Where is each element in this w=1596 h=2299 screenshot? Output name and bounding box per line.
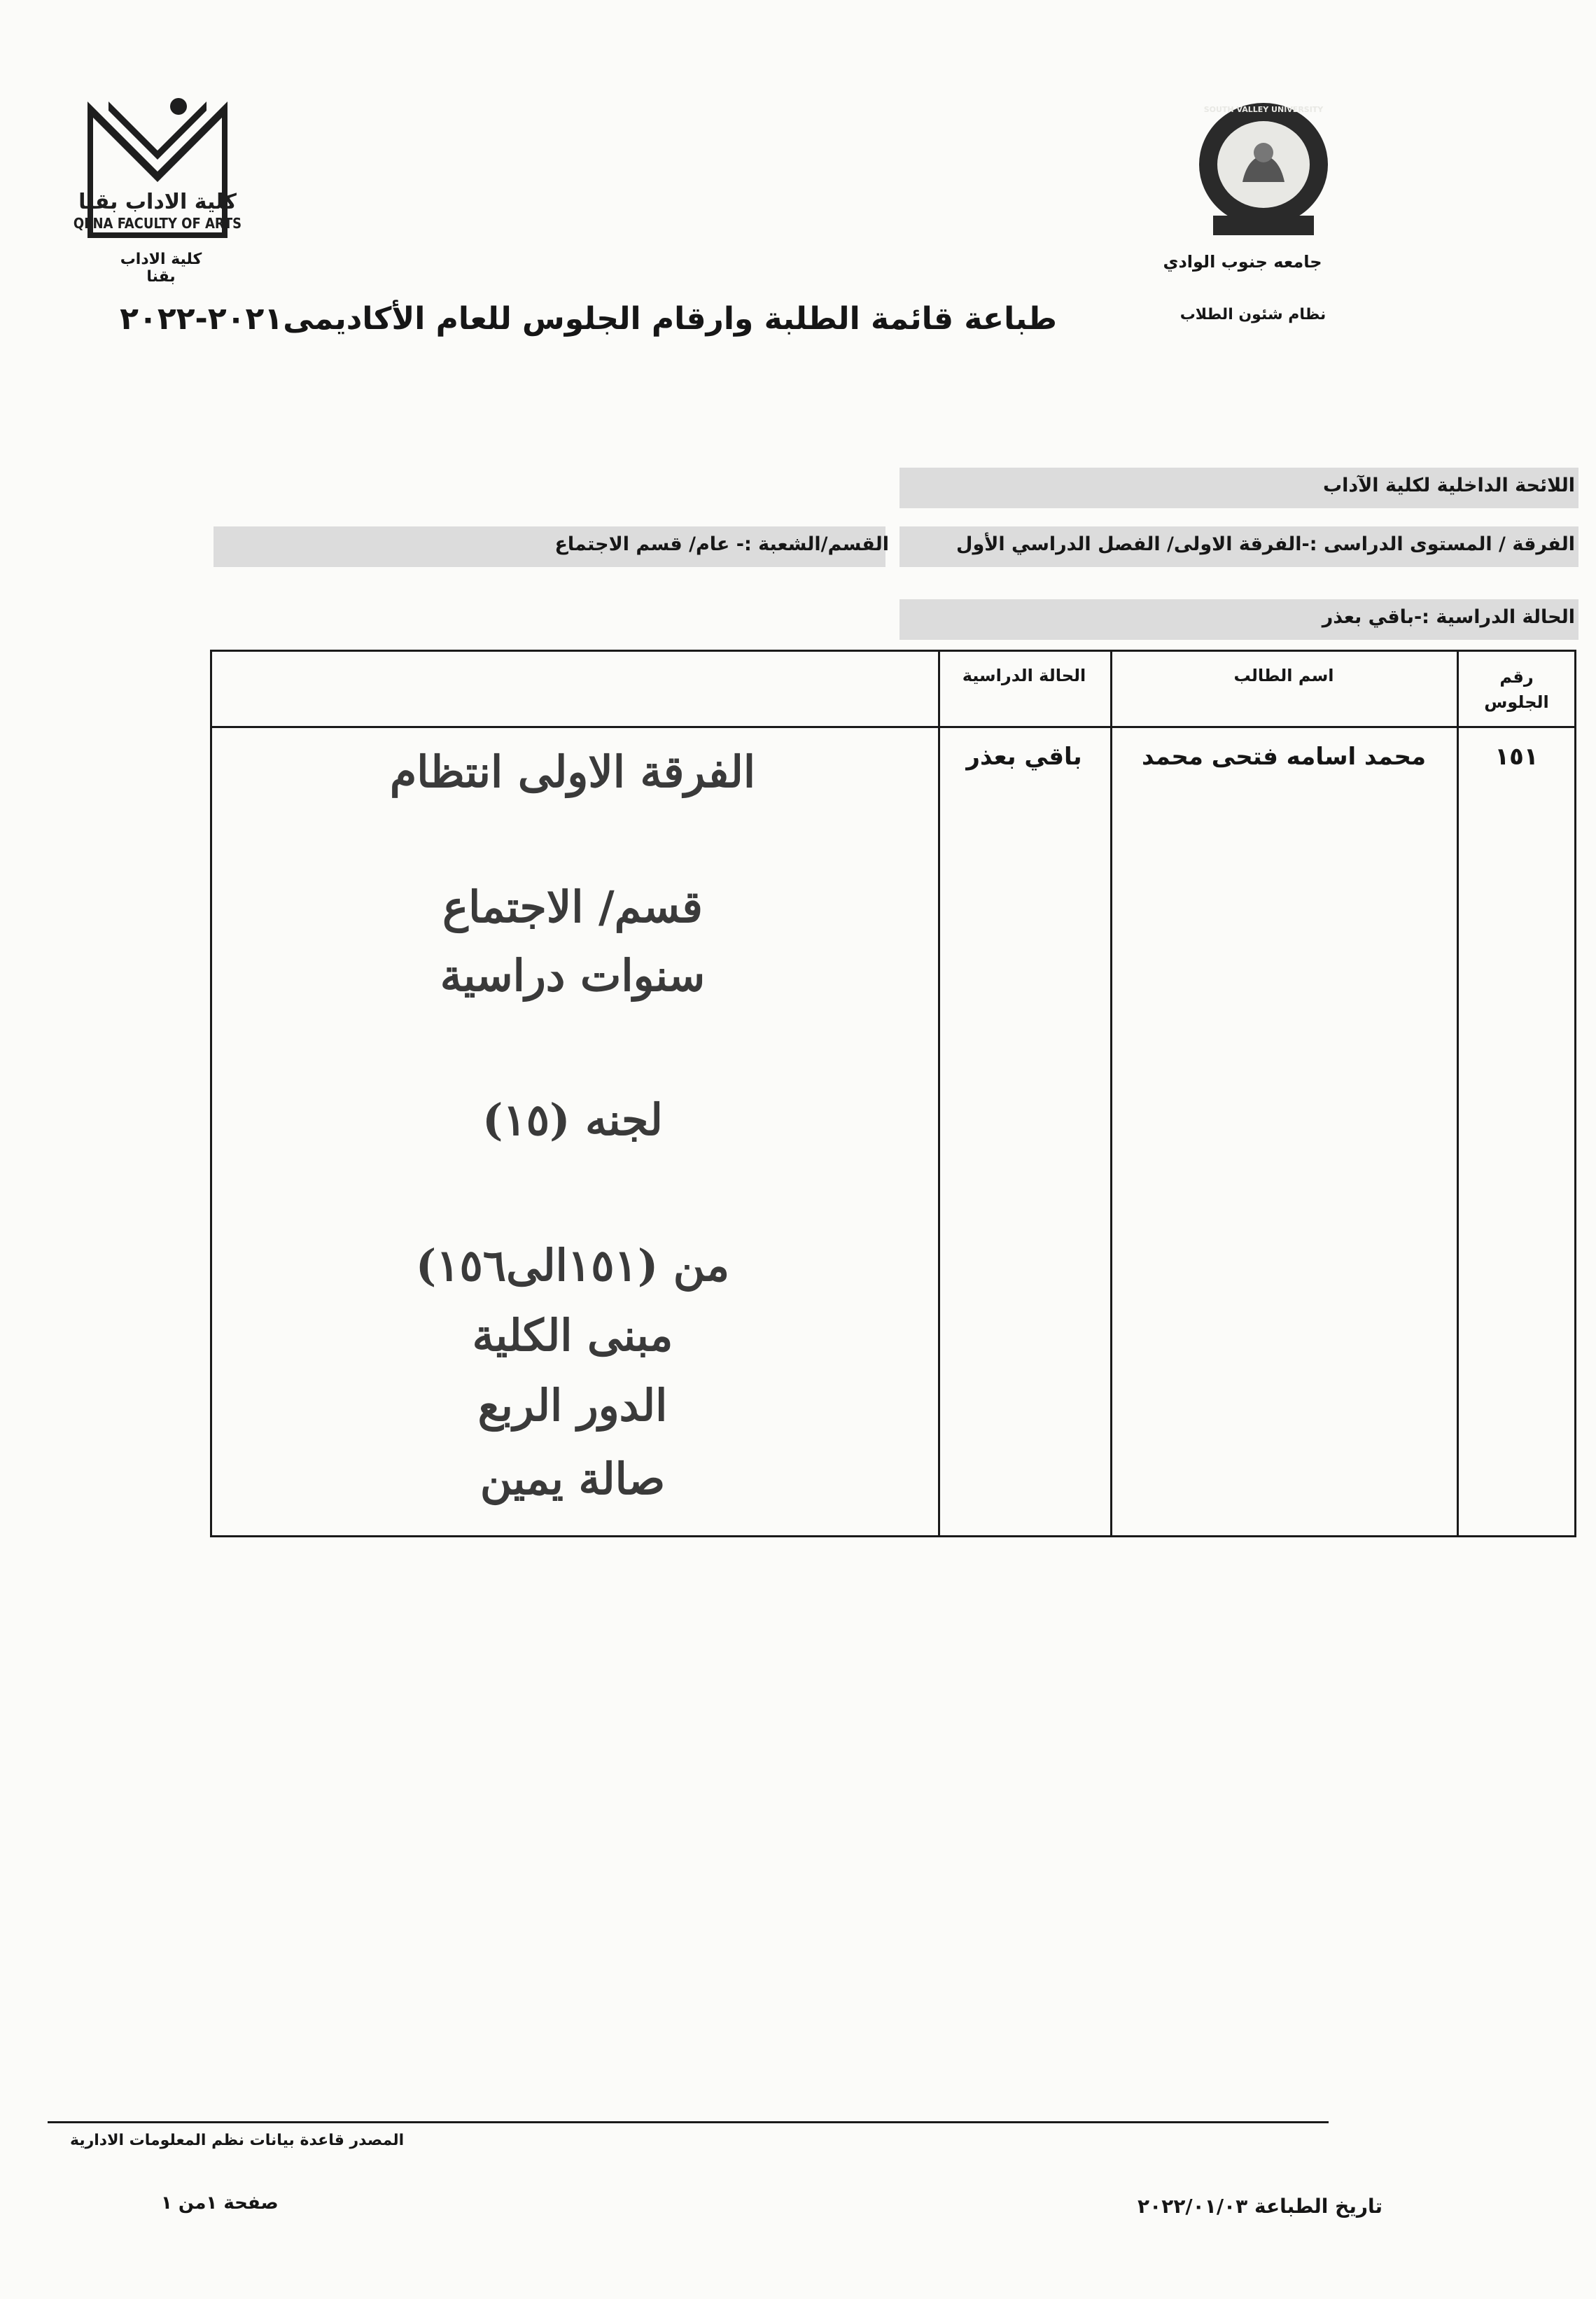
status-label: الحالة الدراسية :-باقي بعذر xyxy=(1322,606,1575,628)
regulation-label: اللائحة الداخلية لكلية الآداب xyxy=(1322,475,1575,496)
footer-divider xyxy=(48,2121,1329,2123)
university-seal-logo xyxy=(1186,98,1340,242)
students-table xyxy=(210,650,1576,1537)
note-line-2: قسم/ الاجتماع xyxy=(442,881,703,932)
header-seat xyxy=(1459,664,1574,715)
column-divider xyxy=(1110,652,1112,1535)
faculty-logo xyxy=(73,98,242,238)
column-divider xyxy=(938,652,940,1535)
note-line-1: الفرقة الاولى انتظام xyxy=(389,746,756,797)
row-student-name: محمد اسامه فتحى محمد xyxy=(1141,743,1427,771)
note-line-6: مبنى الكلية xyxy=(472,1310,673,1361)
column-divider xyxy=(1457,652,1459,1535)
seal-text: SOUTH VALLEY UNIVERSITY xyxy=(1203,105,1324,114)
header-seat-line1: رقم xyxy=(1499,667,1534,687)
header-study-status: الحالة الدراسية xyxy=(962,666,1086,685)
footer-source: المصدر قاعدة بيانات نظم المعلومات الادارية xyxy=(70,2132,405,2149)
row-seat-number: ١٥١ xyxy=(1494,743,1539,771)
header-seat-line2: الجلوس xyxy=(1484,692,1549,712)
division-label: القسم/الشعبة :- عام/ قسم الاجتماع xyxy=(554,533,889,555)
row-study-status: باقي بعذر xyxy=(966,743,1082,771)
university-name: جامعه جنوب الوادي xyxy=(1163,252,1322,272)
note-line-4: لجنه (١٥) xyxy=(482,1094,663,1145)
faculty-logo-text-en: QENA FACULTY OF ARTS xyxy=(73,215,242,232)
faculty-logo-text-ar: كلية الاداب بقنا xyxy=(78,190,237,214)
header-student-name: اسم الطالب xyxy=(1233,666,1334,685)
note-line-5: من (١٥١الى١٥٦) xyxy=(415,1240,730,1291)
footer-page-number: صفحة ١من ١ xyxy=(161,2193,279,2214)
department-name: نظام شئون الطلاب xyxy=(1180,306,1326,323)
note-line-3: سنوات دراسية xyxy=(440,950,706,1001)
level-label: الفرقة / المستوى الدراسى :-الفرقة الاولى/ الفصل الدراسي الأول xyxy=(956,533,1575,555)
header-divider xyxy=(212,726,1574,728)
page-title: طباعة قائمة الطلبة وارقام الجلوس للعام الأكاديمى٢٠٢١-٢٠٢٢ xyxy=(120,301,1057,337)
footer-print-date: تاريخ الطباعة ٢٠٢٢/٠١/٠٣ xyxy=(1138,2195,1382,2218)
faculty-caption: كلية الاداب بقنا xyxy=(120,251,202,286)
note-line-7: الدور الربع xyxy=(477,1380,668,1431)
note-line-8: صالة يمين xyxy=(479,1453,666,1504)
